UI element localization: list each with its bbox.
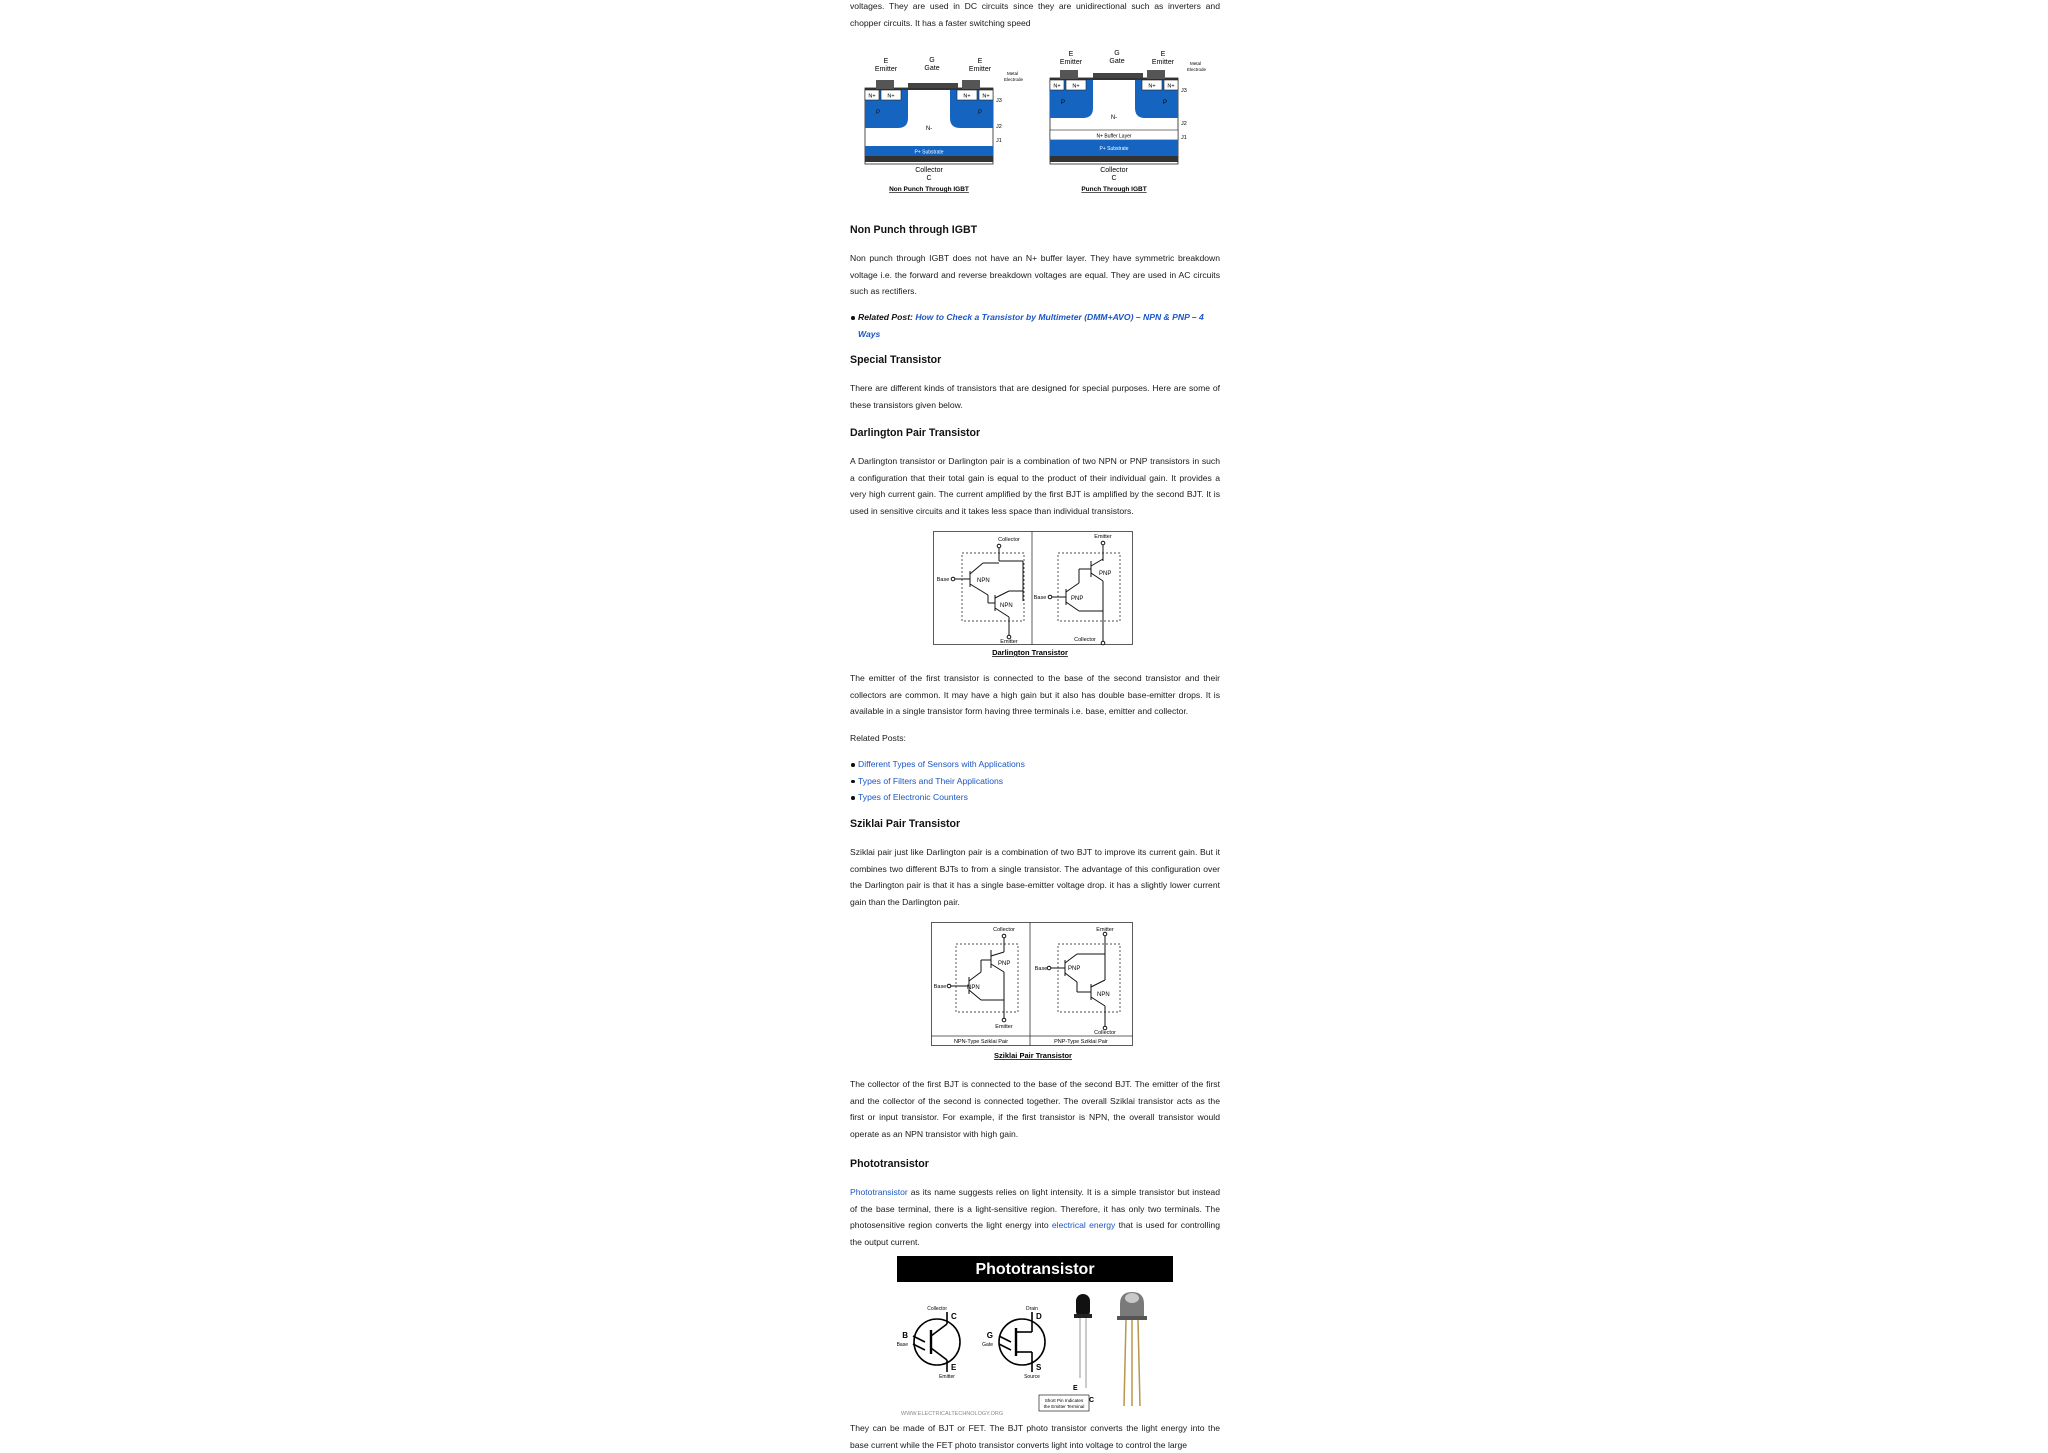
- npt-igbt-diagram: [865, 57, 1024, 193]
- npt-j1: J1: [996, 138, 1002, 144]
- special-heading: Special Transistor: [850, 354, 942, 366]
- npt-nplus-3: N+: [963, 93, 971, 100]
- pt-j2: J2: [1181, 121, 1187, 127]
- photo-watermark: WWW.ELECTRICALTECHNOLOGY.ORG: [901, 1411, 1004, 1417]
- photo-device-black: [1074, 1294, 1092, 1388]
- photo-fet-g: G: [986, 1331, 993, 1340]
- photo-banner: Phototransistor: [975, 1261, 1095, 1278]
- szik-left-label: NPN-Type Sziklai Pair: [953, 1039, 1009, 1045]
- sziklai-paragraph-2: The collector of the first BJT is connected to the base of the second BJT. The emitter of the first and the collector of the second is connected together. The overall Sziklai transistor acts as the first or input transistor. For example, if the first transistor is NPN, the overall transistor would operate as an NPN transistor with high gain.: [850, 1079, 1220, 1140]
- photo-note-1: Short Pin Indicates: [1044, 1398, 1084, 1403]
- darl-right-collector: Collector: [1074, 637, 1096, 643]
- photo-bjt-emitter: Emitter: [939, 1374, 955, 1380]
- pt-e2: E: [1160, 51, 1166, 58]
- photo-paragraph-2: They can be made of BJT or FET. The BJT photo transistor converts the light energy into the base current while the FET photo transistor converts light into voltage to control the large: [850, 1423, 1220, 1450]
- pt-buffer: N+ Buffer Layer: [1096, 133, 1132, 140]
- photo-fet-drain: Drain: [1026, 1306, 1038, 1312]
- photo-pin-c: C: [1089, 1397, 1095, 1404]
- pt-substrate: P+ Substrate: [1099, 146, 1129, 152]
- pt-nminus: N-: [1110, 115, 1118, 121]
- darl-left-npn1: NPN: [977, 578, 990, 584]
- special-paragraph: There are different kinds of transistors that are designed for special purposes. Here are some of these transistors given below.: [850, 383, 1220, 410]
- pt-e1: E: [1068, 51, 1074, 58]
- pt-emitter1: Emitter: [1059, 59, 1083, 66]
- pt-g: G: [1114, 50, 1120, 57]
- pt-j1: J1: [1181, 135, 1187, 141]
- phototransistor-link[interactable]: Phototransistor: [850, 1187, 908, 1197]
- photo-bjt-base: Base: [896, 1342, 908, 1348]
- related-posts-item: [858, 756, 1228, 773]
- szik-right-label: PNP-Type Sziklai Pair: [1054, 1039, 1108, 1045]
- darl-left-emitter: Emitter: [1000, 639, 1018, 645]
- igbt-figure: [850, 46, 1220, 196]
- related-post-item: [858, 309, 1228, 342]
- pt-emitter2: Emitter: [1151, 59, 1175, 66]
- npt-nplus-4: N+: [982, 93, 990, 100]
- darl-left-collector: Collector: [998, 537, 1020, 543]
- photo-text-a: as its name suggests relies on light intensity. It is a simple transistor but instead of the base terminal, there is a light-sensitive region. Therefore, it has only two terminals. The photosensitive region converts the light energy into: [850, 1187, 1220, 1231]
- related-posts-list: [850, 756, 1228, 806]
- darl-right-pnp1: PNP: [1099, 571, 1112, 577]
- photo-bjt-collector: Collector: [927, 1306, 947, 1312]
- intro-paragraph: voltages. They are used in DC circuits since they are unidirectional such as inverters and chopper circuits. It has a faster switching speed: [850, 1, 1220, 28]
- pt-collector: Collector: [1100, 167, 1128, 174]
- npt-collector: Collector: [915, 167, 943, 174]
- sziklai-heading: Sziklai Pair Transistor: [850, 818, 961, 830]
- darl-left-npn2: NPN: [1000, 603, 1013, 609]
- pt-j3: J3: [1181, 88, 1187, 94]
- szik-right-base: Base: [1034, 966, 1048, 972]
- darl-right-emitter: Emitter: [1094, 534, 1112, 540]
- npt-j2: J2: [996, 124, 1002, 130]
- photo-fet-d: D: [1036, 1312, 1042, 1321]
- npt-p-1: P: [876, 110, 881, 116]
- pt-nplus-2: N+: [1072, 83, 1080, 90]
- photo-bjt-c: C: [951, 1312, 957, 1321]
- npt-p-2: P: [978, 110, 983, 116]
- phototransistor-figure: [895, 1256, 1185, 1418]
- npt-substrate: P+ Substrate: [914, 149, 944, 156]
- related-posts-link-2[interactable]: Types of Filters and Their Applications: [858, 775, 1004, 786]
- szik-right-emitter: Emitter: [1096, 927, 1114, 933]
- pt-metal: Metal: [1190, 61, 1202, 66]
- related-posts-link-1[interactable]: Different Types of Sensors with Applications: [858, 759, 1025, 769]
- sziklai-paragraph: Sziklai pair just like Darlington pair is a combination of two BJT to improve its current gain. But it combines two different BJTs to from a single transistor. The advantage of this configuration over the Darlington pair is that it has a single base-emitter voltage drop. it has a slightly lower current gain than the Darlington pair.: [850, 847, 1220, 908]
- pt-electrode: Electrode: [1187, 67, 1207, 72]
- photo-bjt-e: E: [951, 1363, 957, 1372]
- related-posts-item: [858, 789, 1228, 806]
- related-posts-link-3[interactable]: Types of Electronic Counters: [858, 792, 968, 803]
- photo-heading: Phototransistor: [850, 1158, 929, 1170]
- photo-bjt-b: B: [902, 1331, 908, 1340]
- pt-p-1: P: [1061, 100, 1066, 106]
- npt-emitter1: Emitter: [874, 66, 898, 73]
- npt-e2: E: [977, 58, 983, 65]
- related-posts-label: Related Posts:: [850, 733, 906, 743]
- npt-nplus-1: N+: [868, 93, 876, 100]
- npt-caption: Non Punch Through IGBT: [889, 186, 969, 193]
- pt-igbt-diagram: [1050, 50, 1207, 193]
- related-post-label: Related Post:: [858, 312, 913, 322]
- npt-metal: Metal: [1007, 71, 1019, 76]
- pt-c: C: [1111, 175, 1117, 182]
- sziklai-figure: [931, 922, 1135, 1062]
- photo-paragraph: [850, 1184, 1220, 1251]
- npt-nminus: N-: [925, 126, 933, 132]
- npt-j3: J3: [996, 98, 1002, 104]
- npt-e1: E: [883, 58, 889, 65]
- darl-left-base: Base: [936, 577, 950, 583]
- szik-left-base: Base: [933, 984, 947, 990]
- darlington-paragraph-2: The emitter of the first transistor is connected to the base of the second transistor and their collectors are common. It may have a high gain but it also has double base-emitter drops. It is available in a single transistor form having three terminals i.e. base, emitter and collector.: [850, 673, 1220, 717]
- darlington-figure: [933, 531, 1133, 661]
- photo-pin-e: E: [1073, 1385, 1078, 1392]
- photo-device-metal: [1117, 1292, 1147, 1406]
- pt-nplus-3: N+: [1148, 83, 1156, 90]
- related-post-list: [850, 309, 1228, 342]
- pt-gate: Gate: [1109, 58, 1125, 65]
- darlington-heading: Darlington Pair Transistor: [850, 427, 981, 439]
- electrical-energy-link[interactable]: electrical energy: [1051, 1220, 1116, 1231]
- npt-electrode: Electrode: [1004, 77, 1024, 82]
- related-posts-item: [858, 773, 1228, 790]
- npt-nplus-2: N+: [887, 93, 895, 100]
- darl-right-base: Base: [1033, 595, 1047, 601]
- pt-p-2: P: [1163, 100, 1168, 106]
- npt-g: G: [929, 57, 935, 64]
- sziklai-caption: Sziklai Pair Transistor: [994, 1051, 1072, 1060]
- szik-left-pnp: PNP: [998, 961, 1011, 967]
- photo-fet-s: S: [1036, 1363, 1042, 1372]
- photo-fet-source: Source: [1024, 1374, 1040, 1380]
- szik-left-collector: Collector: [993, 927, 1015, 933]
- szik-right-pnp: PNP: [1068, 966, 1081, 972]
- szik-right-collector: Collector: [1094, 1030, 1116, 1036]
- npt-emitter2: Emitter: [968, 66, 992, 73]
- photo-text-b: that is used for controlling the output current.: [850, 1220, 1220, 1248]
- darl-right-pnp2: PNP: [1071, 596, 1084, 602]
- szik-right-npn: NPN: [1097, 992, 1110, 998]
- photo-note-2: the Emitter Terminal: [1043, 1404, 1085, 1409]
- darlington-paragraph: A Darlington transistor or Darlington pair is a combination of two NPN or PNP transistors in such a configuration that their total gain is equal to the product of their individual gain. It provides a very high current gain. The current amplified by the first BJT is amplified by the second BJT. It is used in sensitive circuits and it takes less space than individual transistors.: [850, 456, 1220, 517]
- related-post-link[interactable]: How to Check a Transistor by Multimeter (DMM+AVO) – NPN & PNP – 4 Ways: [858, 312, 1204, 339]
- npt-c: C: [926, 175, 932, 182]
- darlington-caption: Darlington Transistor: [992, 648, 1068, 657]
- pt-caption: Punch Through IGBT: [1081, 186, 1147, 193]
- npt-heading: Non Punch through IGBT: [850, 224, 978, 236]
- photo-fet-gate: Gate: [982, 1342, 993, 1348]
- npt-gate: Gate: [924, 65, 940, 72]
- szik-left-emitter: Emitter: [995, 1024, 1013, 1030]
- npt-paragraph: Non punch through IGBT does not have an N+ buffer layer. They have symmetric breakdown voltage i.e. the forward and reverse breakdown voltages are equal. They are used in AC circuits such as rectifiers.: [850, 253, 1220, 297]
- szik-left-npn: NPN: [967, 985, 980, 991]
- pt-nplus-4: N+: [1167, 83, 1175, 90]
- pt-nplus-1: N+: [1053, 83, 1061, 90]
